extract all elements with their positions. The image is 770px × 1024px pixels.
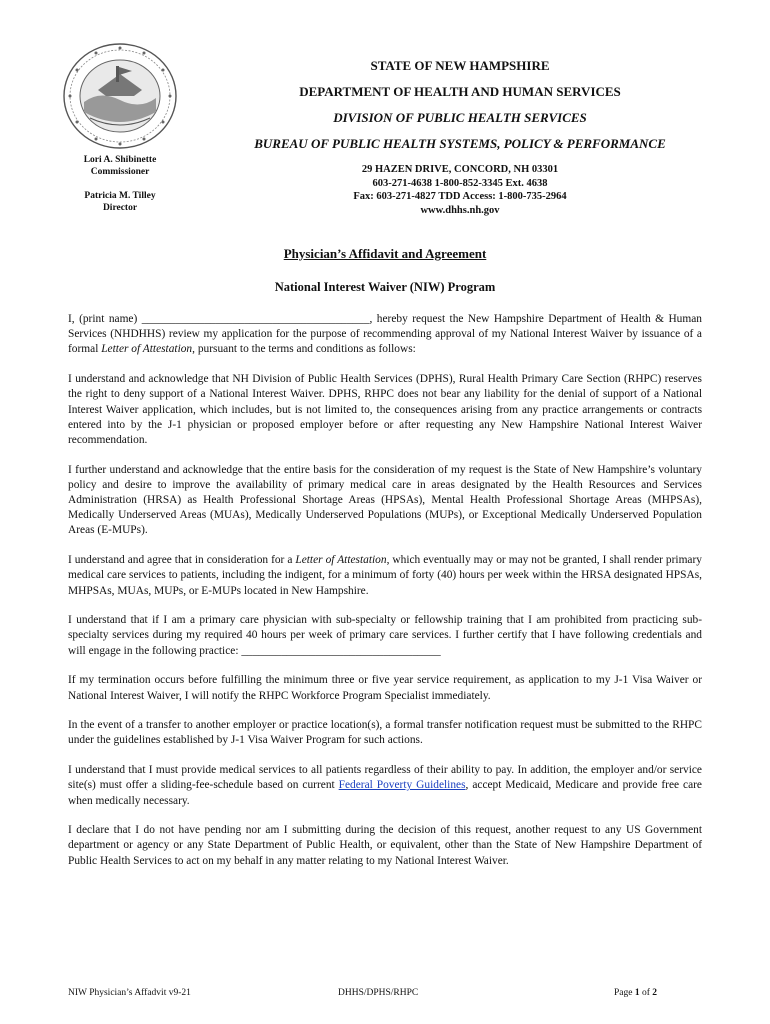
- paragraph-basis: I further understand and acknowledge that the entire basis for the consideration of my request is the State of New Hampshire’s voluntary policy and desire to improve the availability of primary medical care in areas designated by the Health Resources and Services Administration (HRSA) as Health Professional Shortage Areas (HPSAs), Mental Health Professional Shortage Areas (MHPSAs), Medically Underserved Areas (MUAs), Medically Underserved Populations (MUPs), or Exceptional Medically Underserved Population Areas (E-MUPs).: [68, 463, 702, 537]
- address-web: www.dhhs.nh.gov: [420, 204, 500, 216]
- document-body: [68, 312, 702, 883]
- paragraph-termination: If my termination occurs before fulfilling the minimum three or five year service requirement, as application to my J-1 Visa Waiver or National Interest Waiver, I will notify the RHPC Workforce Program Specialist immediately.: [68, 674, 702, 702]
- commissioner-title: Commissioner: [90, 167, 150, 177]
- commissioner-name: Lori A. Shibinette: [83, 155, 157, 165]
- footer-page-number: Page 1 of 2: [614, 988, 658, 998]
- address-street: 29 HAZEN DRIVE, CONCORD, NH 03301: [361, 164, 559, 175]
- footer-agency: DHHS/DPHS/RHPC: [338, 988, 419, 998]
- paragraph-declaration: I declare that I do not have pending nor am I submitting during the decision of this request, another request to any US Government department or agency or any State Department of Public Health, or equivalent, other than the State of New Hampshire Department of Public Health Services to act on my behalf in any matter relating to my National Interest Waiver.: [68, 824, 702, 867]
- document-subtitle: National Interest Waiver (NIW) Program: [274, 280, 496, 294]
- paragraph-subspecialty: I understand that if I am a primary care physician with sub-specialty or fellowship training that I am prohibited from practicing sub-specialty services during my required 40 hours per week of primary care services. I further certify that I have following credentials and will engage in the following practice: ___________________________________: [68, 614, 702, 657]
- officials-block: [60, 154, 180, 214]
- paragraph-primary-care: I understand and agree that in consideration for a Letter of Attestation, which eventually may or may not be granted, I shall render primary medical care services to patients, including the indigent, for a minimum of forty (40) hours per week within the HRSA designated HPSAs, MHPSAs, MUAs, MUPs, or E-MUPs located in New Hampshire.: [68, 554, 702, 597]
- address-fax: Fax: 603-271-4827 TDD Access: 1-800-735-2964: [353, 191, 567, 202]
- header-state: STATE OF NEW HAMPSHIRE: [370, 58, 550, 73]
- header-bureau: BUREAU OF PUBLIC HEALTH SYSTEMS, POLICY & PERFORMANCE: [254, 136, 666, 151]
- document-title: Physician’s Affidavit and Agreement: [283, 246, 487, 261]
- federal-poverty-guidelines-link[interactable]: Federal Poverty Guidelines: [338, 779, 466, 792]
- director-title: Director: [102, 203, 138, 213]
- state-seal: [60, 40, 180, 152]
- footer-form-id: NIW Physician’s Affadvit v9-21: [68, 988, 191, 998]
- paragraph-acknowledge-denial: I understand and acknowledge that NH Division of Public Health Services (DPHS), Rural Health Primary Care Section (RHPC) reserves the right to deny support of a National Interest Waiver. DPHS, RHPC does not bear any liability for the denial of support of a National Interest Waiver application, which includes, but is not limited to, the consequences arising from any practice arrangements or contracts entered into by the J-1 physician or proposed employer before or after requesting any New Hampshire National Interest Waiver recommendation.: [68, 373, 702, 446]
- header-department: DEPARTMENT OF HEALTH AND HUMAN SERVICES: [299, 84, 621, 99]
- director-name: Patricia M. Tilley: [84, 191, 156, 201]
- address-block: [290, 163, 630, 217]
- paragraph-ability-to-pay: I understand that I must provide medical services to all patients regardless of their ability to pay. In addition, the employer and/or service site(s) must offer a sliding-fee-schedule based on current Federal Poverty Guidelines, accept Medicaid, Medicare and provide free care when medically necessary.: [68, 764, 702, 807]
- header-division: DIVISION OF PUBLIC HEALTH SERVICES: [333, 110, 587, 125]
- paragraph-transfer: In the event of a transfer to another employer or practice location(s), a formal transfer notification request must be submitted to the RHPC under the guidelines established by J-1 Visa Waiver Program for such actions.: [68, 719, 702, 747]
- address-phones: 603-271-4638 1-800-852-3345 Ext. 4638: [372, 177, 548, 189]
- paragraph-request: I, (print name) ________________________________________, hereby request the New Hampshire Department of Health & Human Services (NHDHHS) review my application for the purpose of recommending approval of my National Interest Waiver by issuance of a formal Letter of Attestation, pursuant to the terms and conditions as follows:: [68, 313, 702, 356]
